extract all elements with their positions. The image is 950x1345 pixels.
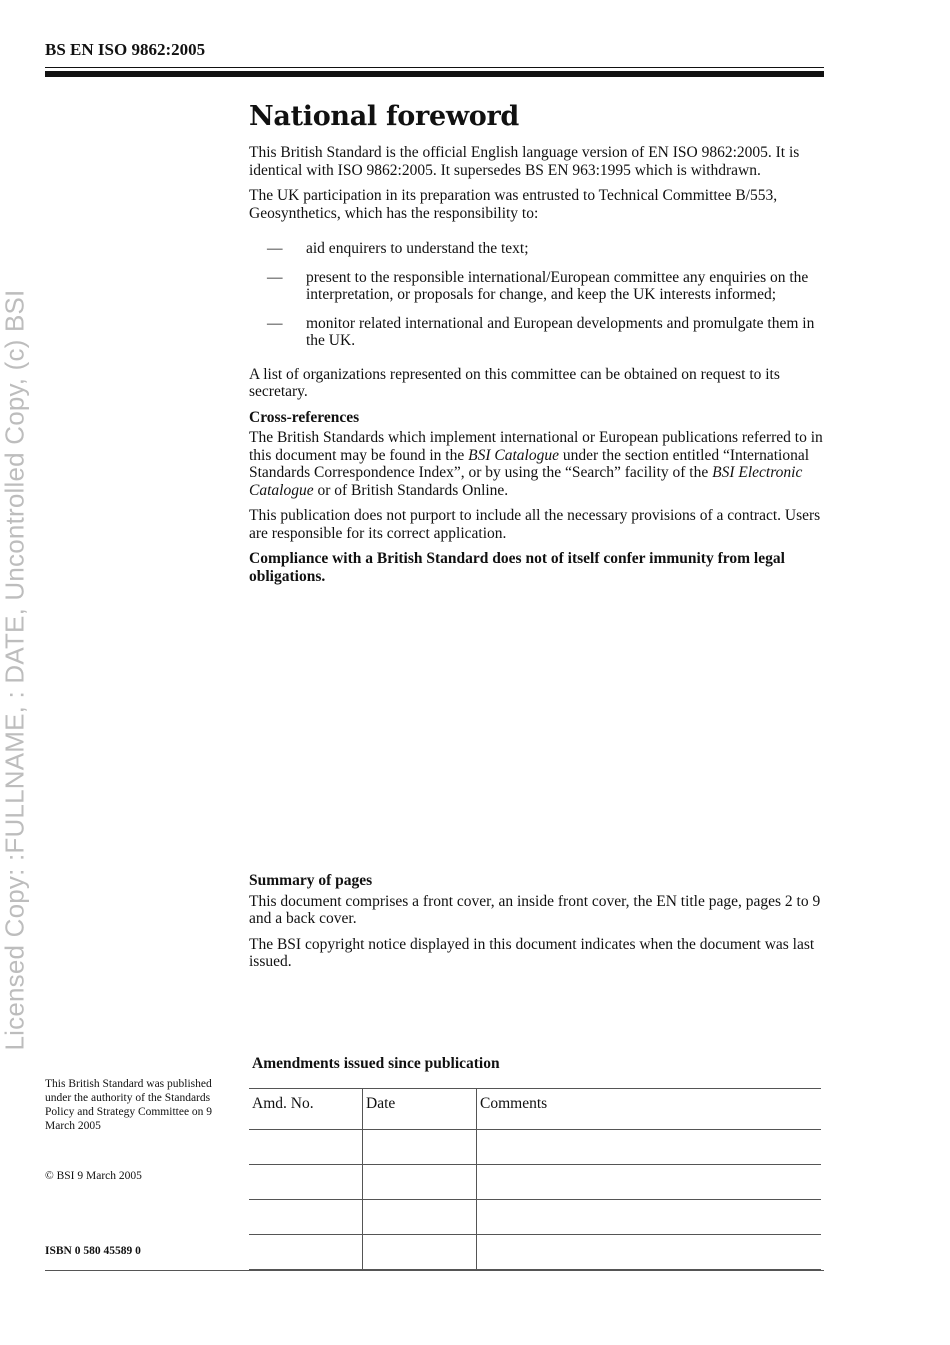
table-cell [477, 1165, 822, 1200]
crossref-text-c: under the section entitled “International Standards Correspondence Index”, or by using the “Search” facility of the [249, 446, 810, 481]
foreword-paragraph-1: This British Standard is the official English language version of EN ISO 9862:2005. It is identical with ISO 9862:2005. It supersedes BS EN 963:1995 which is withdrawn. [249, 144, 800, 179]
bsi-catalogue-title: BSI Catalogue [468, 446, 559, 464]
table-row [249, 1200, 821, 1235]
table-header-row [249, 1089, 821, 1130]
amendments-table [249, 1088, 821, 1270]
amendments-title: Amendments issued since publication [252, 1055, 500, 1072]
header-thin-rule [45, 67, 824, 68]
table-cell [363, 1235, 477, 1270]
list-item-text: monitor related international and European developments and promulgate them in the UK. [306, 314, 815, 349]
table-row [249, 1130, 821, 1165]
cross-references-paragraph [249, 429, 824, 499]
table-cell [477, 1130, 822, 1165]
dash-marker: — [267, 268, 283, 286]
footer-rule [45, 1270, 824, 1271]
list-item-text: aid enquirers to understand the text; [306, 240, 529, 257]
list-item [249, 315, 824, 350]
table-cell [249, 1200, 363, 1235]
bsi-electronic-catalogue-title: BSI Electronic Catalogue [249, 464, 803, 499]
responsibility-list [249, 240, 824, 350]
table-row [249, 1235, 821, 1270]
cross-references-heading: Cross-references [249, 408, 360, 426]
authority-text: This British Standard was published under the authority of the Standards Policy and Strategy Committee on 9 March 2005 [45, 1078, 213, 1132]
summary-of-pages [249, 872, 824, 979]
watermark-text: Licensed Copy: :FULLNAME, : DATE, Uncontrolled Copy, (c) BSI [0, 289, 30, 1051]
publication-authority-note [45, 1077, 235, 1147]
national-foreword [249, 100, 824, 593]
table-cell [363, 1165, 477, 1200]
foreword-paragraph-3: A list of organizations represented on this committee can be obtained on request to its secretary. [249, 365, 780, 400]
table-cell [249, 1130, 363, 1165]
dash-marker: — [267, 314, 283, 332]
crossref-text-e: or of British Standards Online. [313, 481, 509, 499]
list-item-text: present to the responsible international/European committee any enquiries on the interpretation, or proposals for change, and keep the UK interests informed; [306, 268, 809, 303]
table-cell [477, 1235, 822, 1270]
summary-paragraph-1: This document comprises a front cover, an inside front cover, the EN title page, pages 2 to 9 and a back cover. [249, 892, 821, 927]
table-cell [363, 1200, 477, 1235]
table-cell [249, 1165, 363, 1200]
page-title: National foreword [249, 101, 519, 132]
column-header: Comments [477, 1089, 822, 1130]
crossref-text-a: The British Standards which implement international or European publications referred to in this document may be found in the [249, 429, 823, 464]
summary-paragraph-2: The BSI copyright notice displayed in this document indicates when the document was last issued. [249, 935, 815, 970]
table-cell [249, 1235, 363, 1270]
list-item [249, 269, 824, 304]
table-row [249, 1165, 821, 1200]
list-item [249, 240, 824, 258]
compliance-statement: Compliance with a British Standard does not of itself confer immunity from legal obligations. [249, 550, 785, 585]
table-cell [477, 1200, 822, 1235]
header-thick-rule [45, 71, 824, 77]
isbn-number: ISBN 0 580 45589 0 [45, 1245, 141, 1257]
table-cell [363, 1130, 477, 1165]
column-header: Date [363, 1089, 477, 1130]
foreword-paragraph-2: The UK participation in its preparation was entrusted to Technical Committee B/553, Geosynthetics, which has the responsibility to: [249, 187, 778, 222]
copyright-notice: © BSI 9 March 2005 [45, 1170, 142, 1182]
dash-marker: — [267, 240, 283, 257]
document-code: BS EN ISO 9862:2005 [45, 40, 206, 59]
foreword-paragraph-4: This publication does not purport to include all the necessary provisions of a contract. Users are responsible for its correct application. [249, 507, 821, 542]
summary-heading: Summary of pages [249, 872, 373, 889]
column-header: Amd. No. [249, 1089, 363, 1130]
